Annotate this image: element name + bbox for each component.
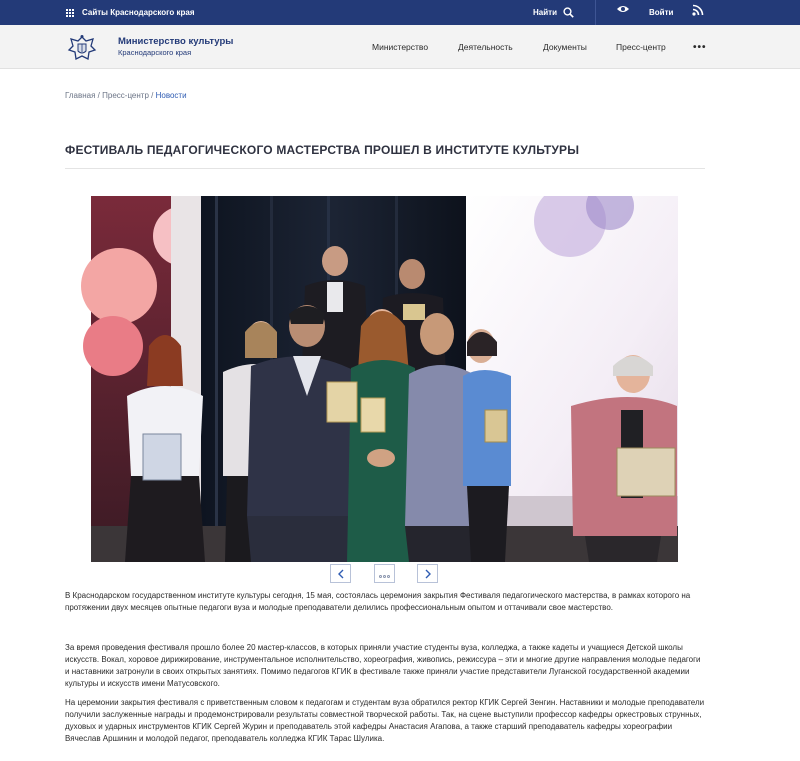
regional-sites-link[interactable] (66, 0, 195, 25)
site-header (0, 25, 800, 69)
nav-item-documents[interactable]: Документы (543, 42, 587, 52)
breadcrumb (65, 91, 187, 100)
article-photo[interactable] (65, 196, 678, 562)
grid-icon (66, 9, 74, 17)
breadcrumb-separator: / (148, 91, 156, 100)
topbar-divider (595, 0, 596, 25)
breadcrumb-separator: / (95, 91, 103, 100)
eye-icon[interactable] (616, 4, 630, 14)
brand-title[interactable] (118, 36, 233, 58)
nav-item-activity[interactable]: Деятельность (458, 42, 513, 52)
top-bar (0, 0, 800, 25)
coat-of-arms-logo[interactable] (66, 34, 98, 62)
nav-item-press-center[interactable]: Пресс-центр (616, 42, 666, 52)
page-title: ФЕСТИВАЛЬ ПЕДАГОГИЧЕСКОГО МАСТЕРСТВА ПРОШЕЛ В ИНСТИТУТЕ КУЛЬТУРЫ (65, 143, 580, 157)
slider-prev-button[interactable] (330, 564, 351, 583)
login-button[interactable] (649, 0, 673, 25)
breadcrumb-home[interactable]: Главная (65, 91, 96, 100)
regional-sites-label: Сайты Краснодарского края (82, 8, 195, 17)
ceremony-photo-illustration (65, 196, 678, 562)
search-icon (563, 7, 574, 18)
search-label: Найти (533, 8, 557, 17)
search-button[interactable] (533, 0, 574, 25)
brand-title-line1: Министерство культуры (118, 36, 234, 47)
chevron-left-icon (337, 569, 345, 579)
breadcrumb-press-center[interactable]: Пресс-центр (102, 91, 149, 100)
article-paragraph: В Краснодарском государственном институте культуры сегодня, 15 мая, состоялась церемония закрытия Фестиваля педагогического мастерства, в рамках которого на протяжении двух месяцев опытные педагоги вуза и молодые преподаватели делились профессиональным опытом и оттачивали свое мастерство. (65, 591, 691, 612)
article-paragraph: За время проведения фестиваля прошло более 20 мастер-классов, в которых приняли участие студенты вуза, колледжа, а также кадеты и учащиеся Детской школы искусств. Вокал, хоровое дирижирование, инструментальное исполнительство, хореография, живопись, режиссура – эти и многие другие направления молодые педагоги и наставники затронули в своих открытых занятиях. Помимо педагогов КГИК в фестивале также приняли участие представители Луганской государственной академии культуры и искусств имени Матусовского. (65, 643, 701, 688)
gallery-dots-icon (379, 565, 391, 583)
nav-item-ministry[interactable]: Министерство (372, 42, 429, 52)
article-paragraph: На церемонии закрытия фестиваля с приветственным словом к педагогам и студентам вуза обратился ректор КГИК Сергей Зенгин. Наставники и молодые преподаватели получили заслуженные награды и продемонстрировали результаты совместной творческой работы. Так, на сцене выступили профессор кафедры оркестровых струнных, духовых и ударных инструментов КГИК Сергей Журин и преподаватель этой кафедры Анастасия Агапова, а также старший преподаватель кафедры хореографии Вячеслав Аршинин и молодой педагог, преподаватель колледжа КГИК Тарас Шулика. (65, 698, 705, 743)
breadcrumb-news[interactable]: Новости (155, 91, 187, 100)
title-divider (65, 168, 705, 169)
slider-next-button[interactable] (417, 564, 438, 583)
rss-icon[interactable] (692, 4, 704, 16)
login-label: Войти (649, 8, 674, 17)
chevron-right-icon (424, 569, 432, 579)
brand-title-line2: Краснодарского края (118, 48, 192, 57)
more-menu-icon[interactable]: ••• (693, 41, 707, 53)
slider-gallery-button[interactable] (374, 564, 395, 583)
